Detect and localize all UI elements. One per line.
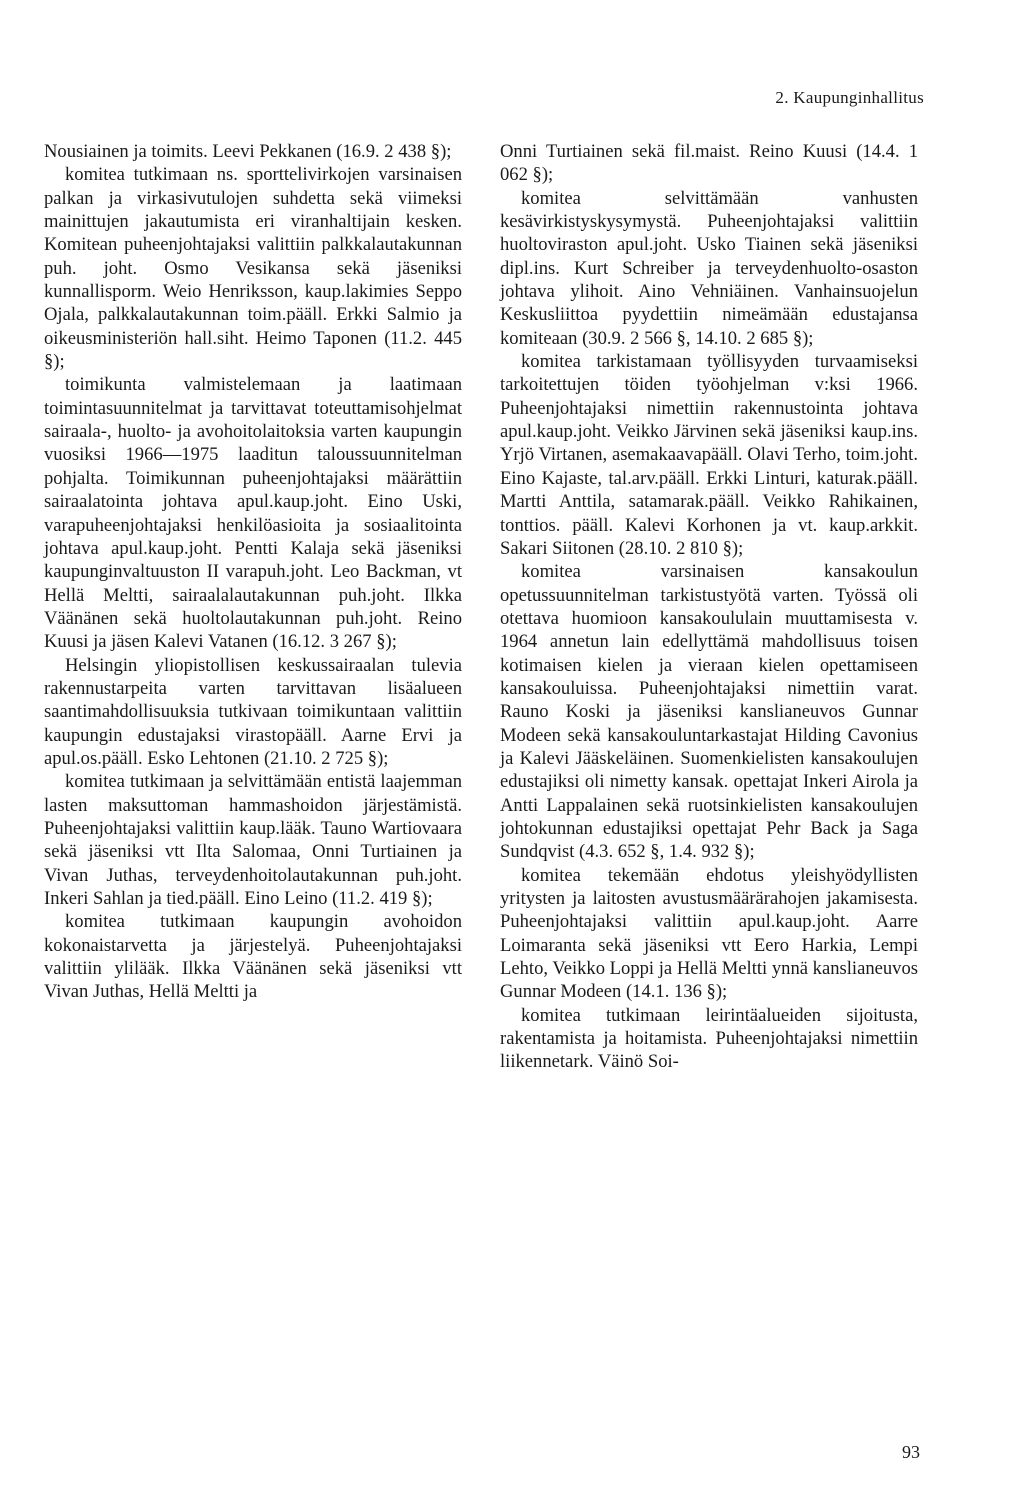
right-column bbox=[500, 140, 918, 1074]
page-number: 93 bbox=[902, 1442, 920, 1462]
paragraph: komitea tarkistamaan työllisyyden turvaamiseksi tarkoitettujen töiden työohjelman v:ksi 1966. Puheenjohtajaksi nimettiin rakennustointa johtava apul.kaup.joht. Veikko Järvinen sekä jäseniksi kaup.ins. Yrjö Virtanen, asemakaavapääll. Olavi Terho, toim.joht. Eino Kajaste, tal.arv.pääll. Erkki Linturi, katurak.pääll. Martti Anttila, satamarak.pääll. Veikko Rahikainen, tonttios. pääll. Kalevi Korhonen ja vt. kaup.arkkit. Sakari Siitonen (28.10. 2 810 §); bbox=[500, 351, 918, 559]
paragraph: komitea tutkimaan ns. sporttelivirkojen varsinaisen palkan ja virkasivutulojen suhdetta sekä viimeksi mainittujen jakautumista eri viranhaltijain kesken. Komitean puheenjohtajaksi valittiin palkkalautakunnan puh. joht. Osmo Vesikansa sekä jäseniksi kunnallisporm. Weio Henriksson, kaup.lakimies Seppo Ojala, palkkalautakunnan toim.pääll. Erkki Salmio ja oikeusministeriön hall.siht. Heimo Taponen (11.2. 445 §); bbox=[44, 164, 462, 373]
running-head: 2. Kaupunginhallitus bbox=[775, 88, 924, 107]
paragraph: Nousiainen ja toimits. Leevi Pekkanen (16.9. 2 438 §); bbox=[44, 141, 452, 162]
paragraph: Onni Turtiainen sekä fil.maist. Reino Kuusi (14.4. 1 062 §); bbox=[500, 141, 918, 186]
paragraph: komitea tekemään ehdotus yleishyödyllisten yritysten ja laitosten avustusmäärärahojen jakamisesta. Puheenjohtajaksi valittiin apul.kaup.joht. Aarre Loimaranta sekä jäseniksi vtt Eero Harkia, Lempi Lehto, Veikko Loppi ja Hellä Meltti ynnä kanslianeuvos Gunnar Modeen (14.1. 136 §); bbox=[500, 864, 918, 1003]
paragraph: komitea varsinaisen kansakoulun opetussuunnitelman tarkistustyötä varten. Työssä oli otettava huomioon kansakoululain muuttamisesta v. 1964 annetun lain edellyttämä mahdollisuus toisen kotimaisen kielen ja vieraan kielen opettamiseen kansakouluissa. Puheenjohtajaksi nimettiin varat. Rauno Koski ja jäseniksi kanslianeuvos Gunnar Modeen sekä kansakouluntarkastajat Hilding Cavonius ja Kalevi Jääskeläinen. Suomenkielisten kansakoulujen edustajiksi oli nimetty kansak. opettajat Inkeri Airola ja Antti Lappalainen sekä ruotsinkielisten kansakoulujen johtokunnan edustajiksi opettajat Pehr Back ja Saga Sundqvist (4.3. 652 §, 1.4. 932 §); bbox=[500, 561, 918, 863]
paragraph: komitea selvittämään vanhusten kesävirkistyskysymystä. Puheenjohtajaksi valittiin huoltoviraston apul.joht. Usko Tiainen sekä jäseniksi dipl.ins. Kurt Schreiber ja terveydenhuolto-osaston johtava ylihoit. Aino Vehniäinen. Vanhainsuojelun Keskusliittoa pyydettiin nimeämään edustajansa komiteaan (30.9. 2 566 §, 14.10. 2 685 §); bbox=[500, 187, 918, 349]
paragraph: komitea tutkimaan leirintäalueiden sijoitusta, rakentamista ja hoitamista. Puheenjohtajaksi nimettiin liikennetark. Väinö Soi- bbox=[500, 1004, 918, 1073]
left-column bbox=[44, 140, 462, 1004]
paragraph: toimikunta valmistelemaan ja laatimaan toimintasuunnitelmat ja tarvittavat toteuttamisohjelmat sairaala-, huolto- ja avohoitolaitoksia varten kaupungin vuosiksi 1966—1975 laaditun taloussuunnitelman pohjalta. Toimikunnan puheenjohtajaksi määrättiin sairaalatointa johtava apul.kaup.joht. Eino Uski, varapuheenjohtajaksi henkilöasioita ja sosiaalitointa johtava apul.kaup.joht. Pentti Kalaja sekä jäseniksi kaupunginvaltuuston II varapuh.joht. Leo Backman, vt Hellä Meltti, sairaalalautakunnan puh.joht. Ilkka Väänänen sekä huoltolautakunnan puh.joht. Reino Kuusi ja jäsen Kalevi Vatanen (16.12. 3 267 §); bbox=[44, 374, 462, 653]
paragraph: komitea tutkimaan kaupungin avohoidon kokonaistarvetta ja järjestelyä. Puheenjohtajaksi valittiin ylilääk. Ilkka Väänänen sekä jäseniksi vtt Vivan Juthas, Hellä Meltti ja bbox=[44, 911, 462, 1003]
paragraph: Helsingin yliopistollisen keskussairaalan tulevia rakennustarpeita varten tarvittavan lisäalueen saantimahdollisuuksia tutkivaan toimikuntaan valittiin kaupungin edustajaksi virastopääll. Aarne Ervi ja apul.os.pääll. Esko Lehtonen (21.10. 2 725 §); bbox=[44, 654, 462, 769]
paragraph: komitea tutkimaan ja selvittämään entistä laajemman lasten maksuttoman hammashoidon järjestämistä. Puheenjohtajaksi valittiin kaup.lääk. Tauno Wartiovaara sekä jäseniksi vtt Ilta Salomaa, Onni Turtiainen ja Vivan Juthas, terveydenhoitolautakunnan puh.joht. Inkeri Sahlan ja tied.pääll. Eino Leino (11.2. 419 §); bbox=[44, 771, 462, 909]
